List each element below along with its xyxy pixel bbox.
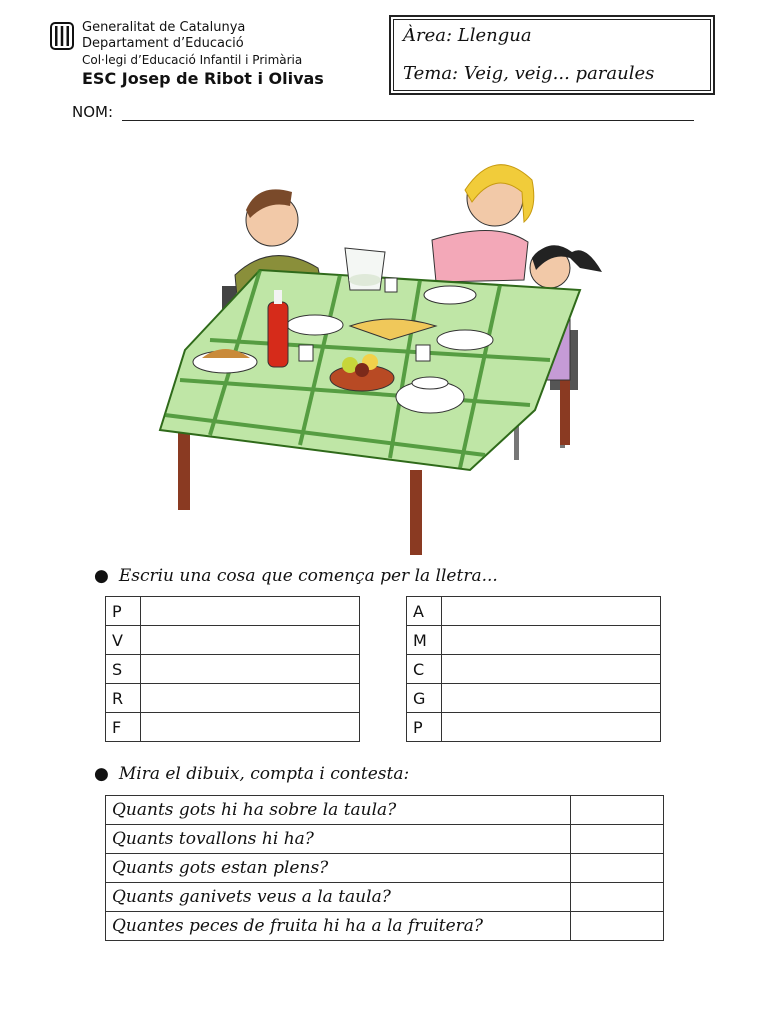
header-line-2: Departament d’Educació — [82, 36, 244, 51]
letter-cell: P — [407, 713, 442, 742]
question-cell: Quantes peces de fruita hi ha a la fruitera? — [106, 912, 571, 941]
question-cell: Quants gots hi ha sobre la taula? — [106, 796, 571, 825]
table-row — [407, 597, 661, 626]
answer-cell[interactable] — [141, 597, 360, 626]
answer-cell[interactable] — [442, 626, 661, 655]
answer-cell[interactable] — [571, 912, 664, 941]
answer-cell[interactable] — [141, 655, 360, 684]
table-row — [407, 655, 661, 684]
table-row — [106, 912, 664, 941]
table-row — [106, 655, 360, 684]
answer-cell[interactable] — [571, 854, 664, 883]
letter-cell: F — [106, 713, 141, 742]
letter-cell: G — [407, 684, 442, 713]
questions-table — [105, 795, 664, 941]
letter-cell: S — [106, 655, 141, 684]
answer-cell[interactable] — [442, 597, 661, 626]
generalitat-logo-icon — [50, 22, 74, 50]
question-cell: Quants gots estan plens? — [106, 854, 571, 883]
letter-cell: P — [106, 597, 141, 626]
letter-cell: C — [407, 655, 442, 684]
answer-cell[interactable] — [141, 626, 360, 655]
letter-cell: A — [407, 597, 442, 626]
section-letters-title: ● Escriu una cosa que comença per la lletra... — [94, 566, 498, 586]
table-row — [106, 684, 360, 713]
school-header — [82, 20, 324, 87]
table-row — [106, 597, 360, 626]
family-dinner-table-illustration — [140, 140, 630, 560]
answer-cell[interactable] — [141, 713, 360, 742]
section-questions-title: ● Mira el dibuix, compta i contesta: — [94, 764, 410, 784]
question-cell: Quants tovallons hi ha? — [106, 825, 571, 854]
question-cell: Quants ganivets veus a la taula? — [106, 883, 571, 912]
table-row — [106, 825, 664, 854]
table-row — [106, 854, 664, 883]
answer-cell[interactable] — [442, 684, 661, 713]
name-write-line[interactable] — [122, 120, 694, 121]
table-row — [407, 684, 661, 713]
answer-cell[interactable] — [141, 684, 360, 713]
area-topic-box — [389, 15, 715, 95]
answer-cell[interactable] — [571, 825, 664, 854]
answer-cell[interactable] — [571, 796, 664, 825]
area-label: Àrea: Llengua — [403, 25, 532, 46]
answer-cell[interactable] — [442, 655, 661, 684]
table-row — [106, 796, 664, 825]
school-name: ESC Josep de Ribot i Olivas — [82, 69, 324, 88]
letter-cell: R — [106, 684, 141, 713]
table-row — [106, 713, 360, 742]
table-row — [106, 626, 360, 655]
answer-cell[interactable] — [571, 883, 664, 912]
letter-cell: V — [106, 626, 141, 655]
header-line-1: Generalitat de Catalunya — [82, 20, 246, 35]
answer-cell[interactable] — [442, 713, 661, 742]
letters-table-left — [105, 596, 360, 742]
topic-label: Tema: Veig, veig... paraules — [403, 63, 655, 84]
table-row — [106, 883, 664, 912]
name-label: NOM: — [72, 103, 114, 121]
table-row — [407, 626, 661, 655]
letters-table-right — [406, 596, 661, 742]
table-row — [407, 713, 661, 742]
letter-cell: M — [407, 626, 442, 655]
header-line-3: Col·legi d’Educació Infantil i Primària — [82, 53, 303, 67]
